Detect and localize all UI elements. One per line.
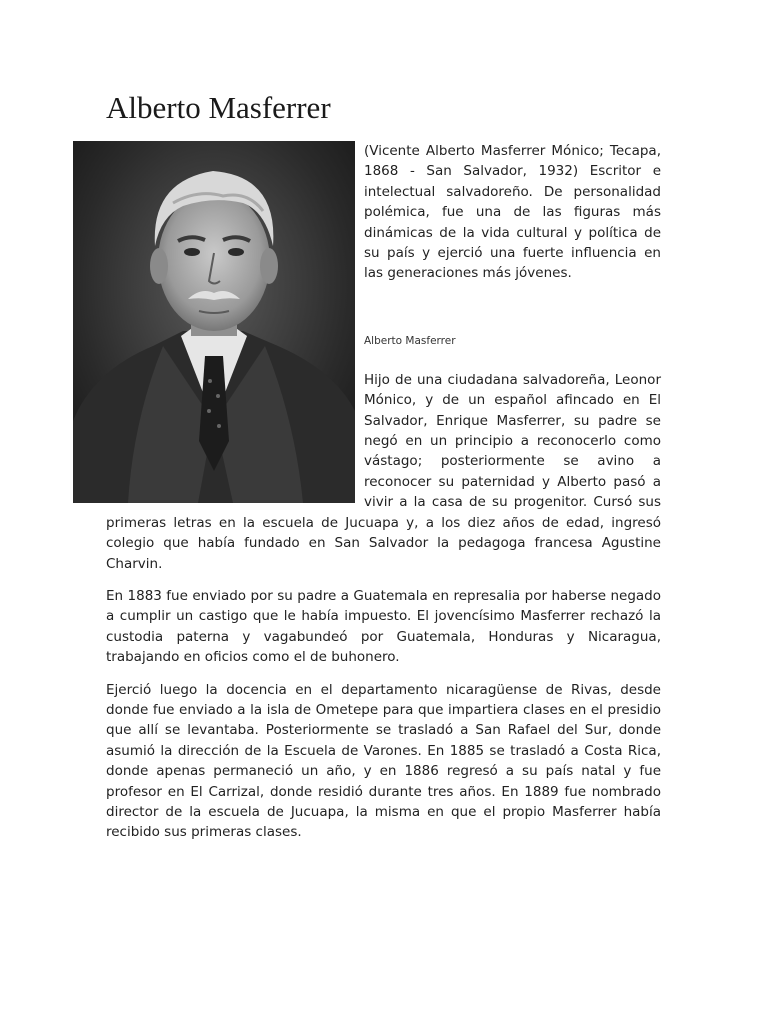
- body-paragraph: Hijo de una ciudadana salvadoreña, Leonor Mónico, y de un español afincado en El Salvador, Enrique Masferrer, su padre se negó en un principio a reconocerlo como vástago; posteriormente se avino a reconocer su paternidad y Alberto pasó a vivir a la casa de su progenitor. Cursó sus primeras letras en la escuela de Jucuapa y, a los diez años de edad, ingresó colegio que había fundado en San Salvador la pedagoga francesa Agustine Charvin.: [106, 371, 661, 572]
- body-paragraph: Ejerció luego la docencia en el departamento nicaragüense de Rivas, desde donde fue enviado a la isla de Ometepe para que impartiera clases en el presidio que allí se levantaba. Posteriormente se trasladó a San Rafael del Sur, donde asumió la dirección de la Escuela de Varones. En 1885 se trasladó a Costa Rica, donde apenas permaneció un año, y en 1886 regresó a su país natal y fue profesor en El Carrizal, donde residió durante tres años. En 1889 fue nombrado director de la escuela de Jucuapa, la misma en que el propio Masferrer había recibido sus primeras clases.: [106, 681, 661, 841]
- intro-paragraph: (Vicente Alberto Masferrer Mónico; Tecapa, 1868 - San Salvador, 1932) Escritor e intelectual salvadoreño. De personalidad polémica, fue una de las figuras más dinámicas de la vida cultural y política de su país y ejerció una fuerte influencia en las generaciones más jóvenes.: [364, 143, 661, 282]
- image-caption: Alberto Masferrer: [364, 334, 456, 347]
- page-title: Alberto Masferrer: [106, 90, 331, 125]
- body-paragraph: En 1883 fue enviado por su padre a Guatemala en represalia por haberse negado a cumplir un castigo que le había impuesto. El jovencísimo Masferrer rechazó la custodia paterna y vagabundeó por Guatemala, Honduras y Nicaragua, trabajando en oficios como el de buhonero.: [106, 587, 661, 666]
- article-body: [106, 141, 661, 855]
- portrait-photo: [73, 141, 364, 503]
